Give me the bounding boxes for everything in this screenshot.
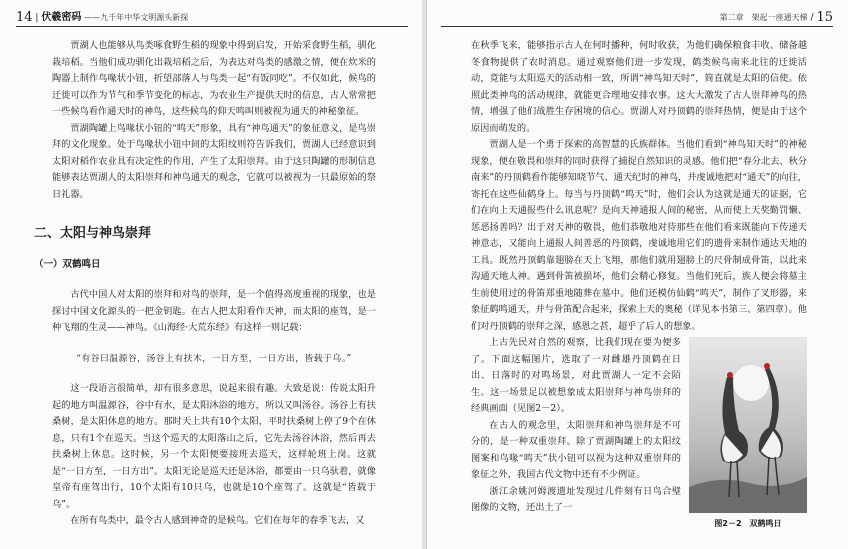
quotation: “有谷曰温源谷，汤谷上有扶木，一日方至，一日方出，皆载于乌。” [76,353,352,364]
right-page-content [471,38,807,533]
paragraph: 这一段语言很简单，却有很多意思，说起来很有趣。大致是说：传说太阳升起的地方叫温源谷，谷中有水，是太阳沐浴的地方，所以又叫汤谷。汤谷上有扶桑树，是太阳休息的地方。那时天上共有10个太阳，平时扶桑树上停了9个在休息，只有1个在巡天。当这个巡天的太阳落山之后，它先去汤谷沐浴，然后再去扶桑树上休息。这时候，另一个太阳便要接班去巡天，这样轮班上岗。这就是“一日方至，一日方出”。太阳无论是巡天还是沐浴，都要由一只乌驮着，就像皇帝有座驾出行，10个太阳有10只乌，也就是10个座驾了。这就是“皆载于乌”。 [52,383,376,510]
paragraph: 在古人的观念里，太阳崇拜和神鸟崇拜是不可分的，是一种双重崇拜。除了贾湖陶罐上的太阳纹图案和鸟喙“鸣天”状小钮可以视为这种双重崇拜的象征之外，我国古代文物中还有不少例证。 [471,419,681,480]
chapter-title: 第二章 架起一座通天梯 [719,13,808,22]
header-separator: | [35,13,42,23]
page-number: 14 [16,10,33,25]
figure [689,337,807,531]
book-title: 伏羲密码 [41,12,82,23]
paragraph: 在所有鸟类中，最令古人感到神奇的是候鸟。它们在每年的春季飞去，又 [70,515,365,526]
section-heading: 二、太阳与神鸟崇拜 [34,226,152,241]
right-page-header [441,10,833,27]
paragraph: 浙江余姚河姆渡遗址发现过几件刻有日鸟合璧图像的文物，还出土了一 [471,485,681,513]
paragraph: 在秋季飞来，能够指示古人在何时播种，何时收获，为他们确保粮食丰收、储备越冬食物提供了农时消息。通过观察他们进一步发现，鹤类候鸟南来北往的迁徙活动，竟能与太阳巡天的活动相一致，所谓“神鸟知天时”，简直就是太阳的信使。依照此类神鸟的活动规律，就能更合理地安排农事。这大大激发了古人崇拜神鸟的热情，增强了他们战胜生存困境的信心。贾湖人对丹顶鹤的崇拜热情，便是由于这个原因而萌发的。 [471,40,807,134]
paragraph: 贾湖人也能够从鸟类啄食野生稻的现象中得到启发，开始采食野生稻，驯化栽培稻。当他们成功驯化出栽培稻之后，为表达对鸟类的感激之情，便在炊米的陶器上制作鸟喙状小钮，折望部落人与鸟类一起“有饭同吃”。不仅如此，候鸟的迁徙可以作为节气和季节变化的标志，为农业生产提供天时的信息，古人常常把一些候鸟看作通天时的神鸟，这些候鸟的仰天鸣叫则被视为通天的神秘象征。 [52,40,376,117]
paragraph: 古代中国人对太阳的崇拜和对鸟的崇拜，是一个值得高度重视的现象，也是探讨中国文化源头的一把金钥匙。在古人把太阳看作天神，而太阳的座驾，是一种飞翔的生灵——神鸟。《山海经·大荒东经》有这样一则记载： [52,289,376,333]
left-page-header [16,10,408,27]
page-number: 15 [816,10,833,25]
cranes-illustration [689,337,807,513]
sun-icon [733,365,769,401]
paragraph: 贾湖陶罐上鸟喙状小钮的“鸣天”形象，具有“神鸟通天”的象征意义，是鸟崇拜的文化现象。处于鸟喙状小钮中间的太阳纹则符告诉我们，贾湖人已经意识到太阳对稻作农业具有决定性的作用，产生了太阳崇拜。由于这只陶罐的形制信息能够表达贾湖人的太阳崇拜和神鸟通天的观念，它就可以被视为一只最原始的祭日礼器。 [52,122,376,200]
crane-photo [689,337,807,513]
paragraph: 贾湖人是一个勇于探索的高智慧的氏族群体。当他们看到“神鸟知天时”的神秘现象，便在敬畏和崇拜的同时获得了捕捉自然知识的灵感。他们把“春分北去、秋分南来”的丹顶鹤看作能够知晓节气、通天纪时的神鸟，并虔诚地把对“通天”的向往，寄托在这些仙鹤身上。每当与丹顶鹤“鸣天”时，他们会认为这就是通天的证据，它们在向上天通报些什么讯息呢？是向天神通报人间的秘密，从而使上天奖勤罚懒、惩恶扬善吗？出于对天神的敬畏，他们恭敬地对待那些在他们看来既能向下传递天神意志，又能向上通报人间善恶的丹顶鹤，虔诚地用它们的遗骨来制作通达天地的工具。既然丹顶鹤靠翅膀在天上飞翔，那他们就用翅膀上的尺骨制成骨笛，以此来沟通天地人神。遇到骨笛被损坏，他们会精心修复。当他们死后，族人便会将墓主生前使用过的骨笛郑重地随葬在墓中。他们还模仿仙鹤“鸣天”，制作了叉形器，来象征鹤鸣通天，并与骨笛配合起来，探索上天的奥秘（详见本书第三、第四章）。他们对丹顶鹤的崇拜之深，感恩之甚，超乎了后人的想象。 [471,139,807,332]
right-page [426,0,848,549]
figure-caption: 图2－2 双鹤鸣日 [714,519,782,528]
subsection-heading: （一）双鹤鸣日 [34,259,101,270]
paragraph: 上古先民对自然的观察，比我们现在要为便多了。下面这幅图片，选取了一对雌雄丹顶鹤在日出、日落时的对鸣场景，对此贾湖人一定不会陌生。这一场景足以被想象成太阳崇拜与神鸟崇拜的经典画面（见图2－2）。 [471,337,681,414]
left-page-content [34,38,376,530]
header-separator: / [810,13,817,23]
left-page [0,0,423,549]
book-subtitle: ——九千年中华文明源头新探 [84,13,189,22]
